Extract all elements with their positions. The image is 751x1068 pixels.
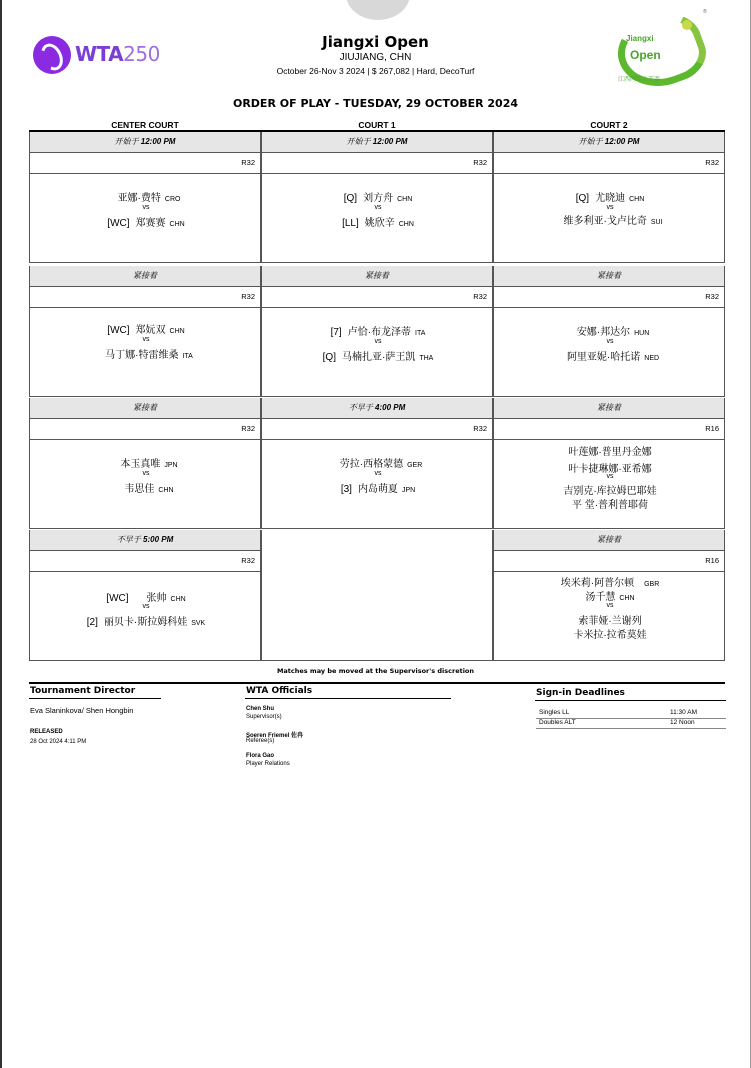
vs-label: vs	[374, 470, 382, 477]
round-label: R32	[262, 153, 492, 174]
signin-title: Sign-in Deadlines	[536, 688, 625, 698]
player-line: [Q] 刘方舟 CHN	[343, 193, 413, 204]
match-card	[262, 440, 492, 528]
time-row: 开始于 12:00 PM	[30, 132, 260, 153]
time-row: 不早于 4:00 PM	[262, 398, 492, 419]
player-line: 叶卡捷琳娜·亚希娜	[568, 464, 652, 475]
player-line: 安娜·邦达尔 HUN	[576, 327, 650, 338]
doubles-match-card	[494, 572, 724, 660]
time-row: 开始于 12:00 PM	[262, 132, 492, 153]
round-label: R32	[494, 153, 724, 174]
match-slot	[29, 530, 261, 661]
court-header-court2: COURT 2	[590, 120, 628, 130]
round-label: R32	[30, 419, 260, 440]
time-row: 不早于 5:00 PM	[30, 530, 260, 551]
match-slot	[261, 132, 493, 263]
match-slot	[29, 398, 261, 529]
time-row: 紧接着	[30, 398, 260, 419]
official-name: Soeren Friemel 佐冉	[246, 733, 304, 739]
deadline-row: Singles LL 11:30 AM	[536, 708, 726, 719]
player-line: 汤千慧 CHN	[585, 592, 635, 603]
time-row: 紧接着	[494, 398, 724, 419]
director-rule	[29, 698, 161, 699]
player-line: 阿里亚妮·哈托诺 NED	[566, 352, 660, 363]
match-card	[30, 572, 260, 660]
player-line: [2] 丽贝卡·斯拉姆科娃 SVK	[86, 617, 206, 628]
officials-rule	[245, 698, 451, 699]
player-line: 亚娜·费特 CRO	[117, 193, 181, 204]
director-names: Eva Slaninkova/ Shen Hongbin	[30, 706, 134, 715]
official-name: Flora Gao	[246, 753, 275, 759]
vs-label: vs	[606, 204, 614, 211]
round-label: R32	[30, 551, 260, 572]
player-line: [WC] 郑妧双 CHN	[107, 325, 185, 336]
schedule-grid	[29, 130, 725, 660]
player-line: [7] 卢恰·布龙泽蒂 ITA	[330, 327, 426, 338]
match-slot	[261, 266, 493, 397]
top-tab-decoration	[346, 0, 410, 20]
footer-rule	[29, 682, 725, 684]
signin-rule	[535, 700, 726, 701]
officials-title: WTA Officials	[246, 686, 313, 696]
player-line: 本玉真唯 JPN	[120, 459, 178, 470]
player-line: [Q] 马楠扎亚·萨王凯 THA	[322, 352, 434, 363]
tournament-title: Jiangxi Open	[322, 33, 429, 51]
court-header-center: CENTER COURT	[111, 120, 179, 130]
official-role: Referee(s)	[246, 738, 275, 744]
match-card	[262, 308, 492, 396]
match-slot	[493, 132, 725, 263]
player-line: [LL] 姚欣辛 CHN	[342, 218, 414, 229]
vs-label: vs	[374, 204, 382, 211]
order-of-play-title: ORDER OF PLAY - TUESDAY, 29 OCTOBER 2024	[232, 97, 519, 110]
round-label: R32	[30, 287, 260, 308]
round-label: R32	[262, 419, 492, 440]
match-slot	[261, 398, 493, 529]
round-label: R32	[262, 287, 492, 308]
player-line: 索菲娅·兰谢列	[578, 616, 642, 627]
player-line: 叶莲娜·普里丹金娜	[568, 447, 652, 458]
player-line: [WC] 张帅 CHN	[106, 593, 186, 604]
match-card	[494, 308, 724, 396]
released-label: RELEASED	[30, 729, 63, 735]
vs-label: vs	[142, 603, 150, 610]
round-label: R32	[494, 287, 724, 308]
supervisor-note: Matches may be moved at the Supervisor's discretion	[276, 667, 475, 675]
time-row: 紧接着	[30, 266, 260, 287]
tennis-ball-icon	[682, 20, 692, 30]
vs-label: vs	[142, 204, 150, 211]
player-line: [WC] 郑赛赛 CHN	[107, 218, 185, 229]
vs-label: vs	[142, 470, 150, 477]
vs-label: vs	[374, 338, 382, 345]
time-row: 紧接着	[262, 266, 492, 287]
match-slot	[29, 132, 261, 263]
time-row: 开始于 12:00 PM	[494, 132, 724, 153]
match-card	[30, 440, 260, 528]
match-card	[262, 174, 492, 262]
logo-swoosh-icon	[609, 3, 714, 98]
player-line: 韦思佳 CHN	[124, 484, 174, 495]
time-row: 紧接着	[494, 530, 724, 551]
match-card	[30, 308, 260, 396]
official-name: Chen Shu	[246, 706, 274, 712]
official-role: Supervisor(s)	[246, 714, 282, 720]
player-line: [3] 内岛萌夏 JPN	[340, 484, 416, 495]
round-label: R32	[30, 153, 260, 174]
match-card	[30, 174, 260, 262]
player-line: 卡米拉·拉希莫娃	[573, 630, 647, 641]
tournament-info: October 26-Nov 3 2024 | $ 267,082 | Hard, DecoTurf	[276, 66, 475, 76]
released-time: 28 Oct 2024 4:11 PM	[30, 739, 87, 745]
vs-label: vs	[606, 473, 614, 480]
player-line: 平 堂·普利普耶荷	[571, 500, 649, 511]
director-title: Tournament Director	[30, 686, 136, 696]
vs-label: vs	[142, 336, 150, 343]
round-label: R16	[494, 419, 724, 440]
player-line: 马丁娜·特雷维桑 ITA	[105, 350, 193, 361]
deadline-row: Doubles ALT 12 Noon	[536, 718, 726, 729]
player-line: [Q] 尤晓迪 CHN	[575, 193, 645, 204]
player-line: 维多利亚·戈卢比奇 SUI	[563, 216, 663, 227]
player-line: 劳拉·西格蒙德 GER	[339, 459, 423, 470]
empty-slot	[261, 530, 493, 661]
round-label: R16	[494, 551, 724, 572]
court-header-court1: COURT 1	[358, 120, 396, 130]
vs-label: vs	[606, 602, 614, 609]
jiangxi-open-logo: Jiangxi Open 江西网球公开赛	[614, 14, 706, 96]
registered-mark: ®	[703, 9, 707, 15]
time-row: 紧接着	[494, 266, 724, 287]
match-slot	[29, 266, 261, 397]
player-line: 吉别克·库拉姆巴耶娃	[563, 486, 657, 497]
official-role: Player Relations	[246, 761, 290, 767]
doubles-match-card	[494, 440, 724, 528]
tournament-location: JIUJIANG, CHN	[339, 52, 412, 63]
match-slot	[493, 398, 725, 529]
wta-logo-text: WTA250	[75, 42, 160, 66]
match-card	[494, 174, 724, 262]
match-slot	[493, 266, 725, 397]
match-slot	[493, 530, 725, 661]
player-line: 埃米莉·阿普尔顿 GBR	[560, 578, 660, 589]
vs-label: vs	[606, 338, 614, 345]
